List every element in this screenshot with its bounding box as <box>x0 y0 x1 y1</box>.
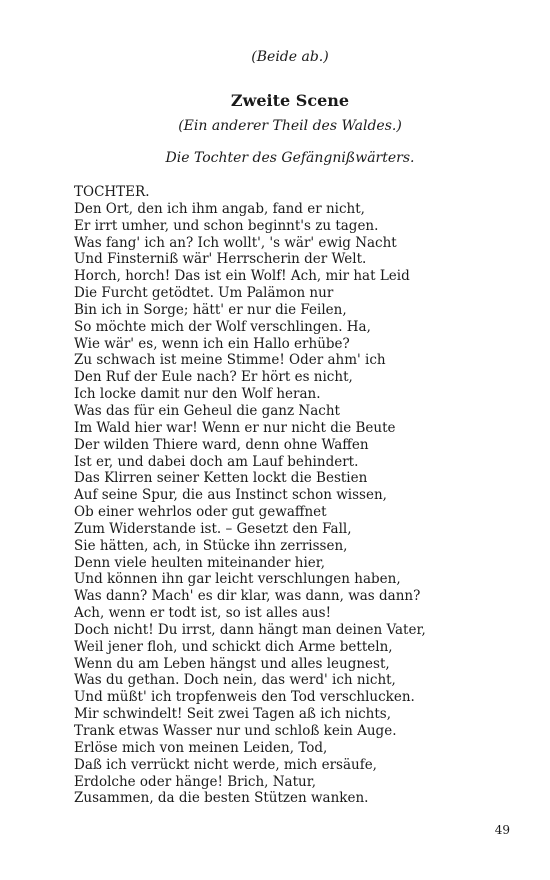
verse-line: Horch, horch! Das ist ein Wolf! Ach, mir hat Leid <box>74 268 410 285</box>
verse-line: Zum Widerstande ist. – Gesetzt den Fall, <box>74 520 352 537</box>
verse-line: Mir schwindelt! Seit zwei Tagen aß ich nichts, <box>74 706 392 723</box>
stage-direction-exit: (Beide ab.) <box>251 49 329 65</box>
verse-line: Auf seine Spur, die aus Instinct schon wissen, <box>74 487 387 504</box>
verse-line: Zusammen, da die besten Stützen wanken. <box>74 790 369 807</box>
verse-line: Erlöse mich von meinen Leiden, Tod, <box>74 739 328 756</box>
verse-line: Sie hätten, ach, in Stücke ihn zerrissen, <box>74 537 348 554</box>
verse-line: Und können ihn gar leicht verschlungen haben, <box>74 571 401 588</box>
scene-title: Zweite Scene <box>230 91 350 110</box>
verse-line: Denn viele heulten miteinander hier, <box>74 554 326 571</box>
verse-line: Doch nicht! Du irrst, dann hängt man deinen Vater, <box>74 621 426 638</box>
verse-line: Den Ort, den ich ihm angab, fand er nicht, <box>74 200 365 217</box>
verse-line: Was du gethan. Doch nein, das werd' ich nicht, <box>74 672 396 689</box>
verse-line: Was das für ein Geheul die ganz Nacht <box>74 402 340 419</box>
speaker-name: TOCHTER. <box>74 184 150 200</box>
verse-line: Was dann? Mach' es dir klar, was dann, was dann? <box>74 588 421 605</box>
verse-block <box>74 184 514 807</box>
verse-line: Zu schwach ist meine Stimme! Oder ahm' ich <box>74 352 386 369</box>
verse-line: Erdolche oder hänge! Brich, Natur, <box>74 773 316 790</box>
verse-line: Wenn du am Leben hängst und alles leugnest, <box>74 655 390 672</box>
stage-direction-location: (Ein anderer Theil des Waldes.) <box>178 118 402 134</box>
verse-line: Der wilden Thiere ward, denn ohne Waffen <box>74 436 369 453</box>
verse-line: Die Furcht getödtet. Um Palämon nur <box>74 285 334 302</box>
verse-line: So möchte mich der Wolf verschlingen. Ha, <box>74 318 371 335</box>
verse-line: Den Ruf der Eule nach? Er hört es nicht, <box>74 369 353 386</box>
verse-line: Ich locke damit nur den Wolf heran. <box>74 386 321 403</box>
verse-line: Im Wald hier war! Wenn er nur nicht die Beute <box>74 419 396 436</box>
verse-line: Bin ich in Sorge; hätt' er nur die Feilen, <box>74 301 347 318</box>
verse-line: Daß ich verrückt nicht werde, mich ersäufe, <box>74 756 377 773</box>
verse-line: Trank etwas Wasser nur und schloß kein Auge. <box>74 723 397 739</box>
verse-line: Ist er, und dabei doch am Lauf behindert. <box>74 453 359 470</box>
verse-line: Und müßt' ich tropfenweis den Tod verschlucken. <box>74 689 415 706</box>
verse-line: Das Klirren seiner Ketten lockt die Bestien <box>74 470 368 487</box>
verse-line: Ach, wenn er todt ist, so ist alles aus! <box>74 605 332 622</box>
verse-line: Er irrt umher, und schon beginnt's zu tagen. <box>74 217 379 234</box>
verse-line: Und Finsterniß wär' Herrscherin der Welt. <box>74 251 367 268</box>
stage-direction-character: Die Tochter des Gefängnißwärters. <box>165 150 415 166</box>
verse-line: Ob einer wehrlos oder gut gewaffnet <box>74 504 327 521</box>
verse-line: Wie wär' es, wenn ich ein Hallo erhübe? <box>74 335 350 352</box>
verse-line: Was fang' ich an? Ich wollt', 's wär' ewig Nacht <box>74 234 397 251</box>
verse-line: Weil jener floh, und schickt dich Arme betteln, <box>74 638 393 655</box>
page-number: 49 <box>494 823 510 837</box>
